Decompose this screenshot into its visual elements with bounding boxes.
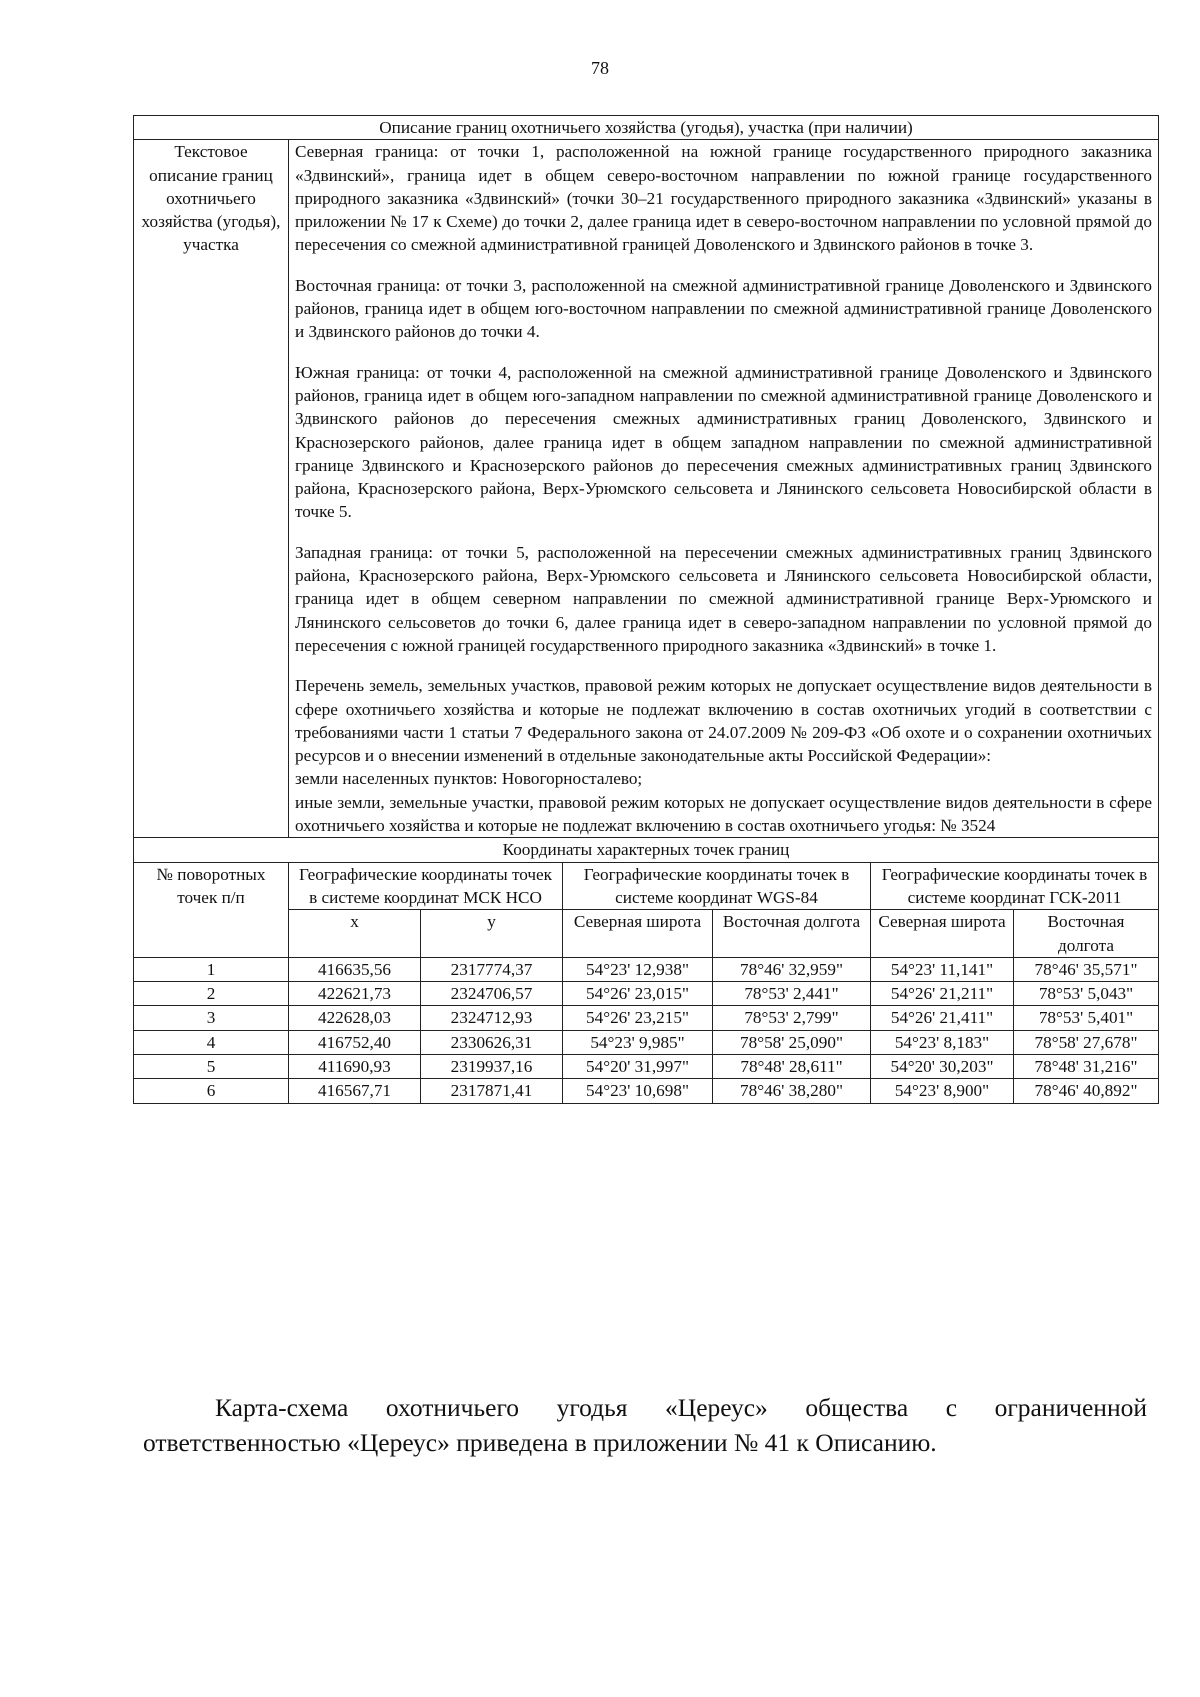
header-msk-nso: Географические координаты точек в системе координат МСК НСО <box>289 862 563 910</box>
coordinates-header-row <box>134 862 1159 910</box>
point-number: 5 <box>134 1054 289 1078</box>
wgs-longitude: 78°58' 25,090" <box>713 1030 871 1054</box>
coordinates-section-title: Координаты характерных точек границ <box>134 838 1159 862</box>
excluded-lands-other: иные земли, земельные участки, правовой режим которых не допускает осуществление видов деятельности в сфере охотничьего хозяйства и которые не подлежат включению в состав охотничьего угодья: № 3524 <box>295 792 1152 836</box>
gsk-longitude: 78°58' 27,678" <box>1014 1030 1159 1054</box>
wgs-latitude: 54°20' 31,997" <box>563 1054 713 1078</box>
gsk-longitude: 78°53' 5,043" <box>1014 982 1159 1006</box>
point-number: 6 <box>134 1079 289 1103</box>
gsk-longitude: 78°46' 35,571" <box>1014 957 1159 981</box>
coord-x: 416752,40 <box>289 1030 421 1054</box>
gsk-longitude: 78°46' 40,892" <box>1014 1079 1159 1103</box>
table-row <box>134 1054 1159 1078</box>
south-boundary-text: Южная граница: от точки 4, расположенной на смежной административной границе Доволенского и Здвинского районов, граница идет в общем юго-западном направлении по смежной административной границе Доволенского и Здвинского районов до пересечения смежных административных границ Доволенского, Здвинского и Краснозерского районов, далее граница идет в общем западном направлении по смежной административной границе Здвинского и Краснозерского районов до пересечения смежных административных границ Здвинского района, Краснозерского района, Верх-Урюмского сельсовета и Лянинского сельсовета Новосибирской области в точке 5. <box>295 362 1152 522</box>
coord-y: 2330626,31 <box>421 1030 563 1054</box>
east-boundary-text: Восточная граница: от точки 3, расположенной на смежной административной границе Доволенского и Здвинского районов, граница идет в общем юго-восточном направлении по смежной административной границе Доволенского и Здвинского районов до точки 4. <box>295 275 1152 342</box>
subheader-wgs-lat: Северная широта <box>563 910 713 958</box>
gsk-latitude: 54°23' 11,141" <box>871 957 1014 981</box>
coord-y: 2324706,57 <box>421 982 563 1006</box>
table-row <box>134 1079 1159 1103</box>
boundaries-section-title: Описание границ охотничьего хозяйства (угодья), участка (при наличии) <box>134 116 1159 140</box>
subheader-gsk-lat: Северная широта <box>871 910 1014 958</box>
boundaries-left-label: Текстовое описание границ охотничьего хозяйства (угодья), участка <box>134 140 289 838</box>
wgs-longitude: 78°46' 32,959" <box>713 957 871 981</box>
page-number: 78 <box>591 58 609 78</box>
wgs-latitude: 54°23' 10,698" <box>563 1079 713 1103</box>
wgs-latitude: 54°26' 23,215" <box>563 1006 713 1030</box>
coord-x: 422621,73 <box>289 982 421 1006</box>
coord-x: 416635,56 <box>289 957 421 981</box>
wgs-longitude: 78°53' 2,441" <box>713 982 871 1006</box>
gsk-longitude: 78°48' 31,216" <box>1014 1054 1159 1078</box>
table-row <box>134 1030 1159 1054</box>
wgs-longitude: 78°53' 2,799" <box>713 1006 871 1030</box>
gsk-latitude: 54°26' 21,411" <box>871 1006 1014 1030</box>
subheader-gsk-lon: Восточная долгота <box>1014 910 1159 958</box>
coord-x: 416567,71 <box>289 1079 421 1103</box>
subheader-y: y <box>421 910 563 958</box>
table-row <box>134 957 1159 981</box>
coord-x: 411690,93 <box>289 1054 421 1078</box>
wgs-latitude: 54°26' 23,015" <box>563 982 713 1006</box>
subheader-wgs-lon: Восточная долгота <box>713 910 871 958</box>
wgs-latitude: 54°23' 12,938" <box>563 957 713 981</box>
section-row-boundaries <box>134 116 1159 140</box>
header-wgs-84: Географические координаты точек в системе координат WGS-84 <box>563 862 871 910</box>
west-boundary-text: Западная граница: от точки 5, расположенной на пересечении смежных административных границ Здвинского района, Краснозерского района, Верх-Урюмского сельсовета и Лянинского сельсовета Новосибирской области, граница идет в общем северном направлении по смежной административной границе Верх-Урюмского и Лянинского сельсоветов до точки 6, далее граница идет в северо-западном направлении по условной прямой до пересечения с южной границей государственного природного заказника «Здвинский» в точке 1. <box>295 542 1152 655</box>
table-row <box>134 982 1159 1006</box>
boundary-table <box>133 115 1159 1104</box>
point-number: 1 <box>134 957 289 981</box>
gsk-latitude: 54°23' 8,900" <box>871 1079 1014 1103</box>
wgs-latitude: 54°23' 9,985" <box>563 1030 713 1054</box>
wgs-longitude: 78°46' 38,280" <box>713 1079 871 1103</box>
coord-y: 2319937,16 <box>421 1054 563 1078</box>
map-caption <box>143 1390 1147 1460</box>
header-gsk-2011: Географические координаты точек в системе координат ГСК-2011 <box>871 862 1159 910</box>
coord-x: 422628,03 <box>289 1006 421 1030</box>
gsk-latitude: 54°26' 21,211" <box>871 982 1014 1006</box>
point-number: 2 <box>134 982 289 1006</box>
boundaries-description-row <box>134 140 1159 838</box>
subheader-x: x <box>289 910 421 958</box>
section-row-coordinates <box>134 838 1159 862</box>
coord-y: 2324712,93 <box>421 1006 563 1030</box>
coord-y: 2317871,41 <box>421 1079 563 1103</box>
gsk-latitude: 54°23' 8,183" <box>871 1030 1014 1054</box>
excluded-lands-intro: Перечень земель, земельных участков, правовой режим которых не допускает осуществление видов деятельности в сфере охотничьего хозяйства и которые не подлежат включению в состав охотничьих угодий в соответствии с требованиями части 1 статьи 7 Федерального закона от 24.07.2009 № 209-ФЗ «Об охоте и о сохранении охотничьих ресурсов и о внесении изменений в отдельные законодательные акты Российской Федерации»: <box>295 676 1152 766</box>
point-number: 3 <box>134 1006 289 1030</box>
excluded-lands-settlements: земли населенных пунктов: Новогорносталево; <box>295 769 643 789</box>
north-boundary-text: Северная граница: от точки 1, расположенной на южной границе государственного природного заказника «Здвинский», граница идет в общем северо-восточном направлении по южной границе государственного природного заказника «Здвинский» (точки 30–21 государственного природного заказника «Здвинский» указаны в приложении № 17 к Схеме) до точки 2, далее граница идет в северо-восточном направлении по условной прямой до пересечения со смежной административной границей Доволенского и Здвинского районов в точке 3. <box>295 142 1152 255</box>
coord-y: 2317774,37 <box>421 957 563 981</box>
wgs-longitude: 78°48' 28,611" <box>713 1054 871 1078</box>
boundaries-description <box>289 140 1159 838</box>
map-caption-text: Карта-схема охотничьего угодья «Цереус» общества с ограниченной ответственностью «Цереус» приведена в приложении № 41 к Описанию. <box>143 1393 1147 1457</box>
gsk-latitude: 54°20' 30,203" <box>871 1054 1014 1078</box>
gsk-longitude: 78°53' 5,401" <box>1014 1006 1159 1030</box>
point-number: 4 <box>134 1030 289 1054</box>
header-point-number: № поворотных точек п/п <box>134 862 289 957</box>
table-row <box>134 1006 1159 1030</box>
